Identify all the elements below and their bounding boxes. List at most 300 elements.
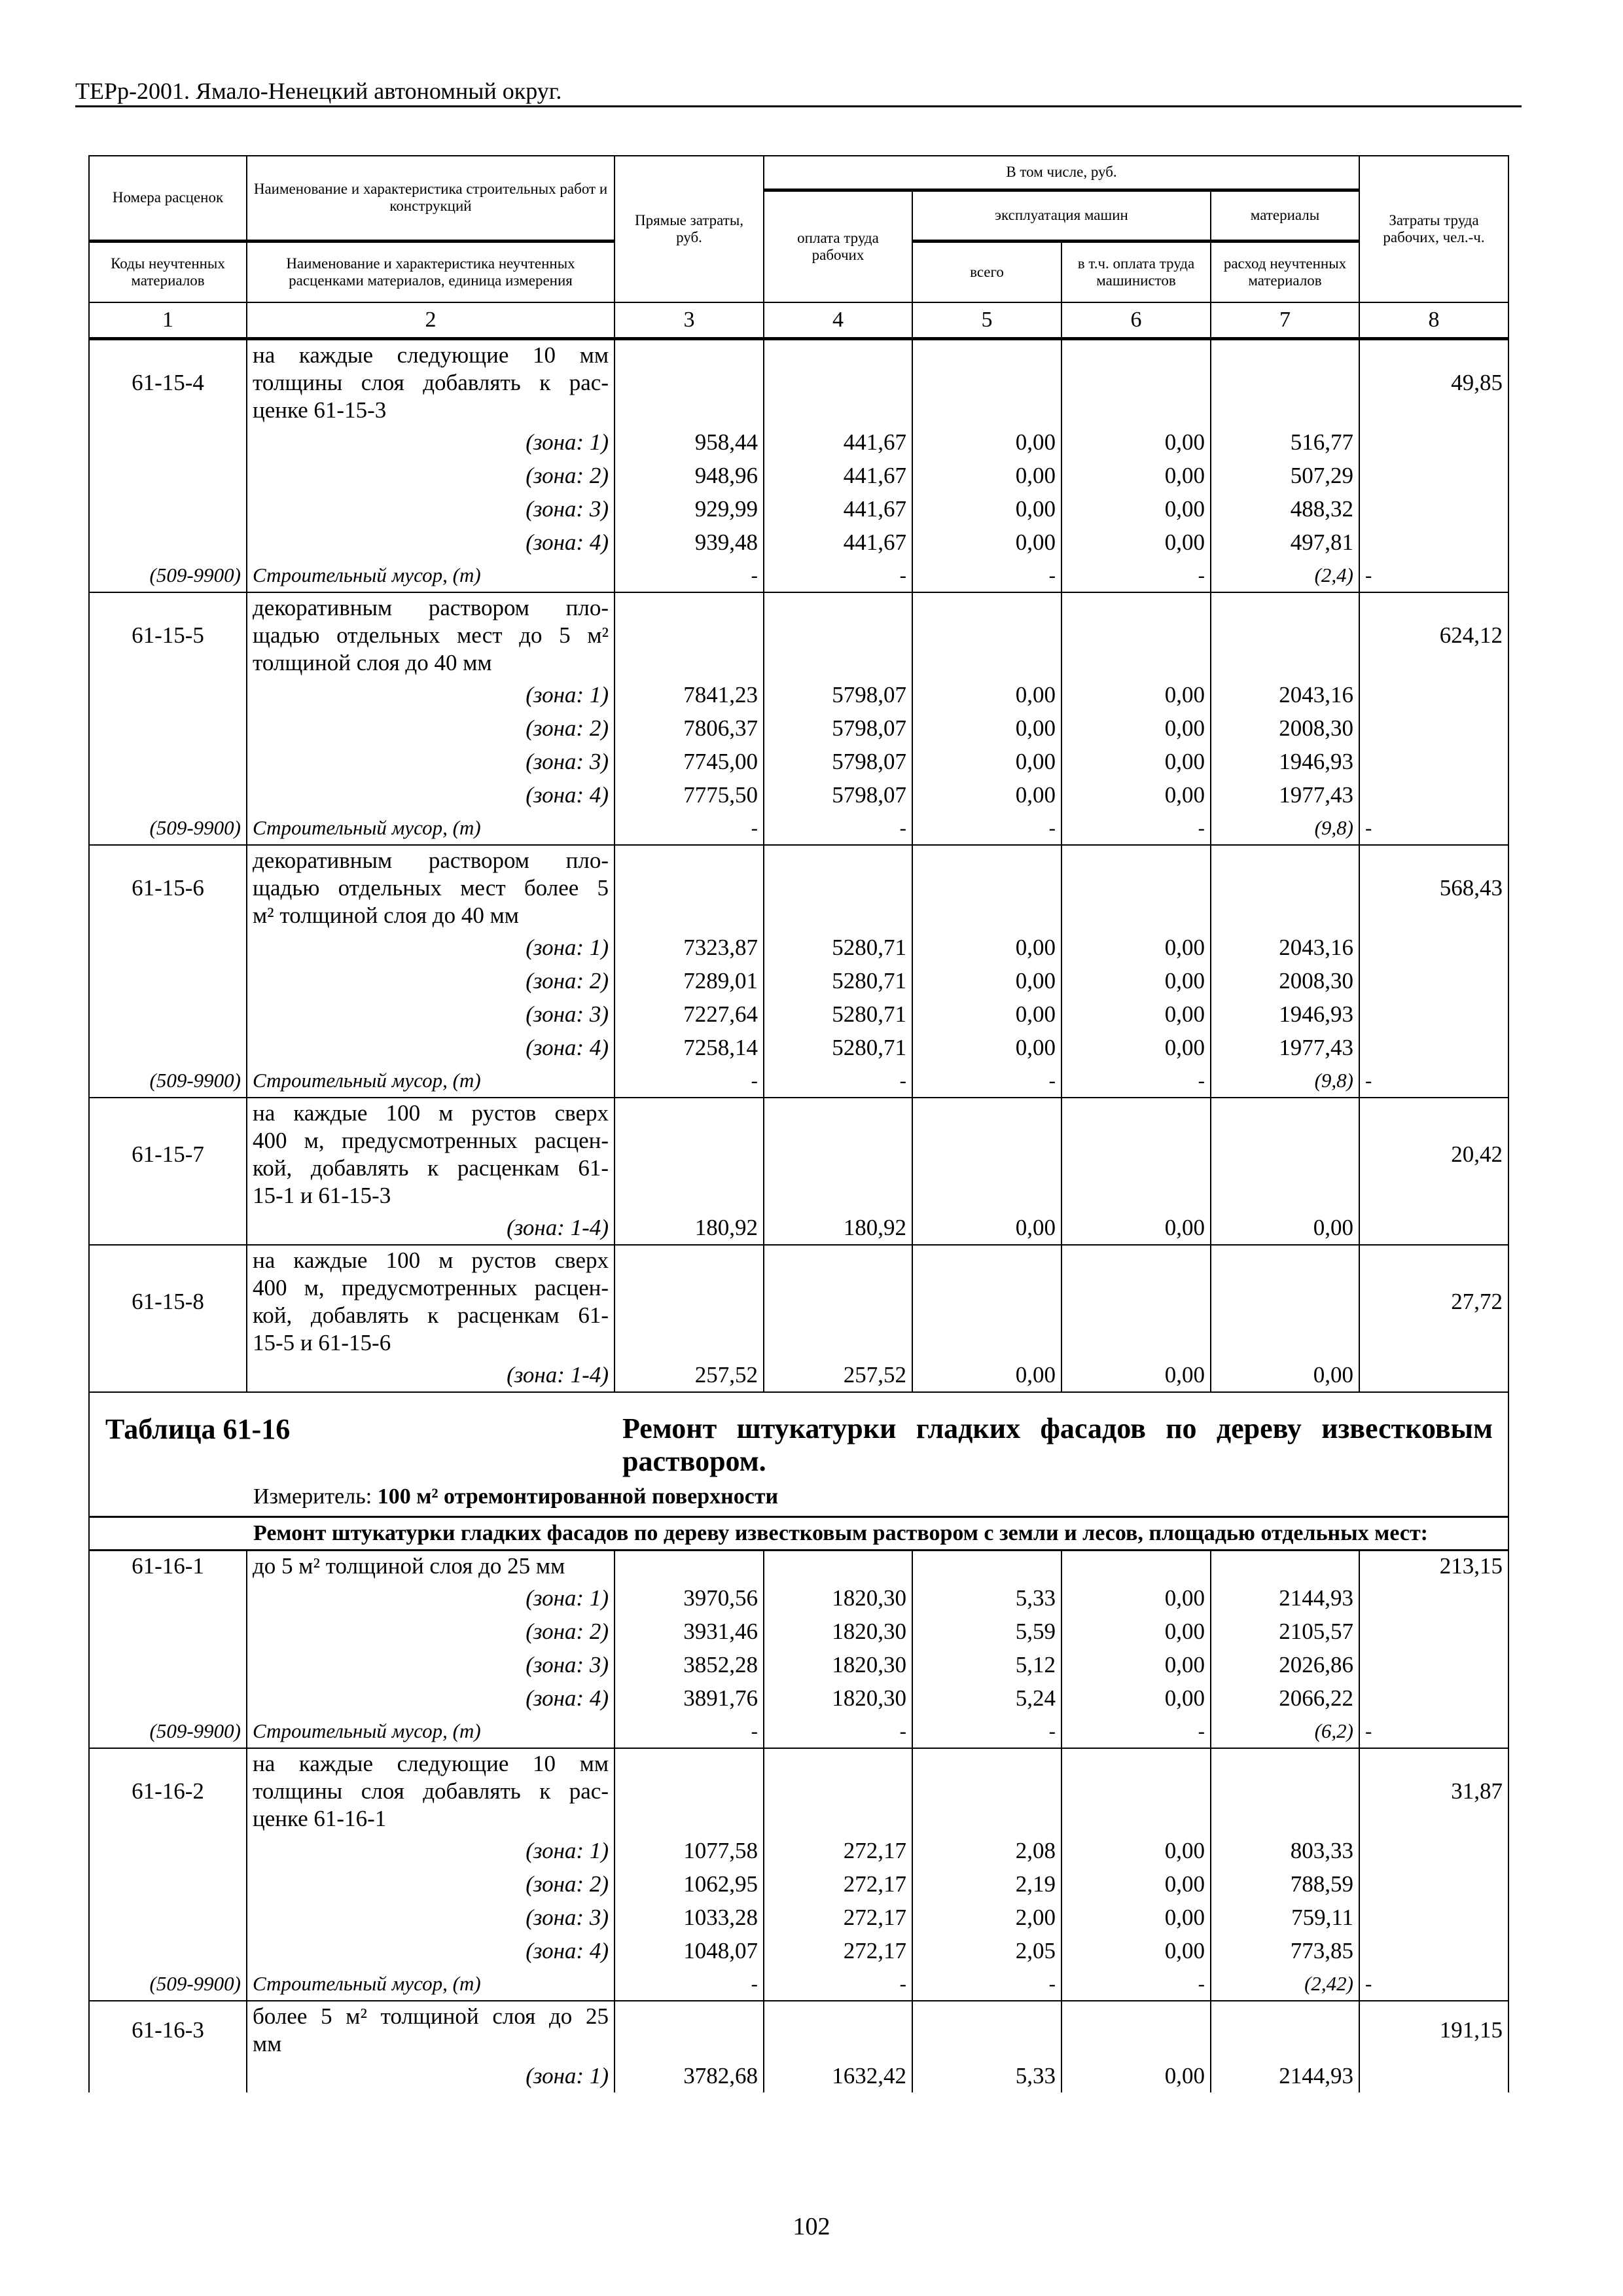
material-name: Строительный мусор, (т) — [247, 812, 615, 845]
operator-pay: 0,00 — [1061, 964, 1211, 997]
empty-cell — [1211, 1245, 1359, 1358]
materials-cost: 2008,30 — [1211, 964, 1359, 997]
zone-label: (зона: 3) — [247, 745, 615, 778]
machines-total: 5,24 — [912, 1681, 1061, 1715]
description-line: 15-1 и 61-15-3 — [253, 1183, 391, 1208]
zone-label: (зона: 2) — [247, 1867, 615, 1901]
zone-label: (зона: 3) — [247, 492, 615, 526]
empty-cell — [89, 1834, 247, 1867]
empty-cell — [1359, 1581, 1508, 1615]
zone-label: (зона: 2) — [247, 964, 615, 997]
materials-cost: 2144,93 — [1211, 1581, 1359, 1615]
direct-costs: 7258,14 — [615, 1031, 764, 1064]
description-line: 400 м, предусмотренных расцен- — [253, 1128, 609, 1153]
empty-cell — [89, 1867, 247, 1901]
empty-cell — [89, 1615, 247, 1648]
dash-cell: - — [764, 1715, 912, 1748]
section-title-row — [89, 1392, 1508, 1517]
empty-cell — [1211, 339, 1359, 426]
zone-row — [89, 1581, 1508, 1615]
empty-cell — [1359, 2059, 1508, 2092]
worker-pay: 272,17 — [764, 1901, 912, 1934]
empty-cell — [89, 1648, 247, 1681]
zone-row — [89, 931, 1508, 964]
description-line: 15-5 и 61-15-6 — [253, 1330, 391, 1355]
empty-cell — [89, 1581, 247, 1615]
operator-pay: 0,00 — [1061, 425, 1211, 459]
table-number: Таблица 61-16 — [105, 1413, 291, 1445]
description-line: более 5 м² толщиной слоя до 25 — [253, 2003, 609, 2029]
zone-row — [89, 425, 1508, 459]
rate-code: 61-16-1 — [89, 1551, 247, 1582]
empty-cell — [764, 1748, 912, 1834]
column-number: 8 — [1359, 302, 1508, 339]
zone-row — [89, 1358, 1508, 1392]
rate-description-row — [89, 2001, 1508, 2059]
machines-total: 5,59 — [912, 1615, 1061, 1648]
zone-row — [89, 459, 1508, 492]
empty-cell — [1359, 964, 1508, 997]
description-line: м² толщиной слоя до 40 мм — [253, 903, 519, 928]
subheading: Ремонт штукатурки гладких фасадов по дереву известковым раствором с земли и лесов, площадью отдельных мест: — [89, 1517, 1508, 1551]
dash-cell: - — [912, 812, 1061, 845]
dash-cell: - — [1061, 812, 1211, 845]
operator-pay: 0,00 — [1061, 931, 1211, 964]
subheading-row — [89, 1517, 1508, 1551]
worker-pay: 1632,42 — [764, 2059, 912, 2092]
empty-cell — [89, 1901, 247, 1934]
machines-total: 0,00 — [912, 997, 1061, 1031]
materials-cost: 2144,93 — [1211, 2059, 1359, 2092]
dash-cell: - — [1359, 1715, 1508, 1748]
direct-costs: 958,44 — [615, 425, 764, 459]
material-quantity: (6,2) — [1211, 1715, 1359, 1748]
materials-cost: 1977,43 — [1211, 1031, 1359, 1064]
labor-hours: 213,15 — [1359, 1551, 1508, 1582]
description-line: щадью отдельных мест более 5 — [253, 875, 609, 901]
section-title: Ремонт штукатурки гладких фасадов по дереву известковым раствором. — [622, 1412, 1493, 1477]
operator-pay: 0,00 — [1061, 1615, 1211, 1648]
operator-pay: 0,00 — [1061, 1867, 1211, 1901]
materials-cost: 2066,22 — [1211, 1681, 1359, 1715]
description-line: мм — [253, 2031, 282, 2056]
header-direct-costs: Прямые затраты, руб. — [615, 156, 764, 302]
zone-row — [89, 997, 1508, 1031]
header-material-names: Наименование и характеристика неучтенных расценками материалов, единица измерения — [247, 241, 615, 302]
rate-description — [247, 1748, 615, 1834]
empty-cell — [764, 2001, 912, 2059]
worker-pay: 1820,30 — [764, 1648, 912, 1681]
empty-cell — [1061, 845, 1211, 931]
worker-pay: 5280,71 — [764, 997, 912, 1031]
debris-row — [89, 1064, 1508, 1098]
empty-cell — [912, 1551, 1061, 1582]
dash-cell: - — [615, 812, 764, 845]
empty-cell — [1359, 1211, 1508, 1245]
machines-total: 0,00 — [912, 931, 1061, 964]
zone-row — [89, 778, 1508, 812]
header-material-codes: Коды неучтенных материалов — [89, 241, 247, 302]
description-line: 400 м, предусмотренных расцен- — [253, 1275, 609, 1300]
meter-value: 100 м² отремонтированной поверхности — [377, 1484, 779, 1509]
column-number: 1 — [89, 302, 247, 339]
empty-cell — [1359, 931, 1508, 964]
rate-code: 61-15-6 — [89, 845, 247, 931]
materials-cost: 497,81 — [1211, 526, 1359, 559]
materials-cost: 2043,16 — [1211, 931, 1359, 964]
empty-cell — [1359, 1901, 1508, 1934]
direct-costs: 7745,00 — [615, 745, 764, 778]
description-line: декоративным раствором пло- — [253, 848, 609, 873]
empty-cell — [1359, 526, 1508, 559]
column-number: 2 — [247, 302, 615, 339]
direct-costs: 1033,28 — [615, 1901, 764, 1934]
description-line: кой, добавлять к расценкам 61- — [253, 1302, 609, 1328]
header-including: В том числе, руб. — [764, 156, 1359, 190]
zone-label: (зона: 1) — [247, 678, 615, 711]
page-number: 102 — [793, 2213, 830, 2240]
empty-cell — [89, 745, 247, 778]
machines-total: 0,00 — [912, 526, 1061, 559]
zone-row — [89, 1934, 1508, 1967]
zone-label: (зона: 1) — [247, 1834, 615, 1867]
labor-hours: 31,87 — [1359, 1748, 1508, 1834]
empty-cell — [1211, 1551, 1359, 1582]
zone-label: (зона: 4) — [247, 778, 615, 812]
rate-description-row — [89, 339, 1508, 426]
worker-pay: 1820,30 — [764, 1581, 912, 1615]
empty-cell — [1359, 997, 1508, 1031]
dash-cell: - — [615, 1967, 764, 2001]
direct-costs: 3891,76 — [615, 1681, 764, 1715]
empty-cell — [1211, 1098, 1359, 1211]
material-name: Строительный мусор, (т) — [247, 1967, 615, 2001]
empty-cell — [1359, 1867, 1508, 1901]
dash-cell: - — [1061, 559, 1211, 592]
empty-cell — [764, 1098, 912, 1211]
material-code: (509-9900) — [89, 1064, 247, 1098]
rate-code: 61-16-3 — [89, 2001, 247, 2059]
zone-row — [89, 1681, 1508, 1715]
dash-cell: - — [764, 1967, 912, 2001]
empty-cell — [89, 1358, 247, 1392]
empty-cell — [615, 845, 764, 931]
materials-cost: 759,11 — [1211, 1901, 1359, 1934]
empty-cell — [615, 339, 764, 426]
machines-total: 0,00 — [912, 778, 1061, 812]
rate-description-row — [89, 1245, 1508, 1358]
empty-cell — [615, 1098, 764, 1211]
empty-cell — [1211, 592, 1359, 678]
worker-pay: 5798,07 — [764, 678, 912, 711]
zone-row — [89, 526, 1508, 559]
header-operator-pay: в т.ч. оплата труда машинистов — [1061, 241, 1211, 302]
zone-row — [89, 711, 1508, 745]
machines-total: 2,08 — [912, 1834, 1061, 1867]
labor-hours: 20,42 — [1359, 1098, 1508, 1211]
zone-row — [89, 1834, 1508, 1867]
empty-cell — [89, 459, 247, 492]
operator-pay: 0,00 — [1061, 459, 1211, 492]
machines-total: 5,33 — [912, 2059, 1061, 2092]
dash-cell: - — [615, 1715, 764, 1748]
rates-table — [88, 155, 1509, 2092]
worker-pay: 441,67 — [764, 526, 912, 559]
worker-pay: 441,67 — [764, 492, 912, 526]
empty-cell — [615, 2001, 764, 2059]
description-line: на каждые следующие 10 мм — [253, 1751, 609, 1776]
direct-costs: 7841,23 — [615, 678, 764, 711]
dash-cell: - — [764, 1064, 912, 1098]
zone-label: (зона: 1) — [247, 931, 615, 964]
running-header: ТЕРр-2001. Ямало-Ненецкий автономный округ. — [75, 78, 562, 104]
zone-label: (зона: 1-4) — [247, 1358, 615, 1392]
materials-cost: 488,32 — [1211, 492, 1359, 526]
empty-cell — [1359, 1934, 1508, 1967]
machines-total: 0,00 — [912, 1358, 1061, 1392]
direct-costs: 3782,68 — [615, 2059, 764, 2092]
empty-cell — [89, 1211, 247, 1245]
dash-cell: - — [1359, 1967, 1508, 2001]
worker-pay: 5280,71 — [764, 1031, 912, 1064]
materials-cost: 1946,93 — [1211, 745, 1359, 778]
header-machines: эксплуатация машин — [912, 190, 1211, 241]
empty-cell — [1359, 492, 1508, 526]
operator-pay: 0,00 — [1061, 1031, 1211, 1064]
direct-costs: 7323,87 — [615, 931, 764, 964]
description-line: ценке 61-15-3 — [253, 397, 387, 423]
dash-cell: - — [1061, 1715, 1211, 1748]
direct-costs: 939,48 — [615, 526, 764, 559]
worker-pay: 1820,30 — [764, 1681, 912, 1715]
zone-label: (зона: 2) — [247, 459, 615, 492]
dash-cell: - — [1061, 1064, 1211, 1098]
operator-pay: 0,00 — [1061, 778, 1211, 812]
machines-total: 0,00 — [912, 964, 1061, 997]
worker-pay: 272,17 — [764, 1834, 912, 1867]
rate-description — [247, 339, 615, 426]
zone-row — [89, 1901, 1508, 1934]
rate-code: 61-15-8 — [89, 1245, 247, 1358]
rate-description — [247, 1098, 615, 1211]
machines-total: 5,33 — [912, 1581, 1061, 1615]
rate-description — [247, 845, 615, 931]
labor-hours: 568,43 — [1359, 845, 1508, 931]
operator-pay: 0,00 — [1061, 526, 1211, 559]
labor-hours: 49,85 — [1359, 339, 1508, 426]
direct-costs: 948,96 — [615, 459, 764, 492]
zone-label: (зона: 2) — [247, 711, 615, 745]
rate-code: 61-16-2 — [89, 1748, 247, 1834]
empty-cell — [912, 339, 1061, 426]
rate-description-row — [89, 1748, 1508, 1834]
dash-cell: - — [1359, 559, 1508, 592]
operator-pay: 0,00 — [1061, 1648, 1211, 1681]
worker-pay: 441,67 — [764, 459, 912, 492]
labor-hours: 191,15 — [1359, 2001, 1508, 2059]
empty-cell — [89, 425, 247, 459]
zone-label: (зона: 1) — [247, 2059, 615, 2092]
header-labor-costs: Затраты труда рабочих, чел.-ч. — [1359, 156, 1508, 302]
material-quantity: (9,8) — [1211, 812, 1359, 845]
direct-costs: 3931,46 — [615, 1615, 764, 1648]
column-number: 3 — [615, 302, 764, 339]
operator-pay: 0,00 — [1061, 711, 1211, 745]
machines-total: 0,00 — [912, 459, 1061, 492]
rate-description-row — [89, 1551, 1508, 1582]
operator-pay: 0,00 — [1061, 1211, 1211, 1245]
description-line: толщиной слоя до 40 мм — [253, 650, 492, 675]
worker-pay: 1820,30 — [764, 1615, 912, 1648]
empty-cell — [89, 997, 247, 1031]
empty-cell — [1359, 425, 1508, 459]
description-line: щадью отдельных мест до 5 м² — [253, 622, 609, 648]
description-line: на каждые следующие 10 мм — [253, 342, 609, 368]
direct-costs: 3970,56 — [615, 1581, 764, 1615]
empty-cell — [1061, 592, 1211, 678]
worker-pay: 441,67 — [764, 425, 912, 459]
zone-row — [89, 1648, 1508, 1681]
worker-pay: 5280,71 — [764, 931, 912, 964]
dash-cell: - — [615, 1064, 764, 1098]
zone-label: (зона: 1) — [247, 425, 615, 459]
empty-cell — [1359, 778, 1508, 812]
direct-costs: 7775,50 — [615, 778, 764, 812]
column-number: 5 — [912, 302, 1061, 339]
zone-row — [89, 2059, 1508, 2092]
description-line: толщины слоя добавлять к рас- — [253, 1778, 609, 1804]
empty-cell — [1359, 711, 1508, 745]
empty-cell — [1211, 2001, 1359, 2059]
materials-cost: 507,29 — [1211, 459, 1359, 492]
direct-costs: 7806,37 — [615, 711, 764, 745]
zone-row — [89, 1867, 1508, 1901]
description-line: на каждые 100 м рустов сверх — [253, 1247, 609, 1273]
zone-row — [89, 745, 1508, 778]
description-line: на каждые 100 м рустов сверх — [253, 1100, 609, 1126]
debris-row — [89, 812, 1508, 845]
materials-cost: 1946,93 — [1211, 997, 1359, 1031]
materials-cost: 803,33 — [1211, 1834, 1359, 1867]
description-line: толщины слоя добавлять к рас- — [253, 370, 609, 395]
header-machines-total: всего — [912, 241, 1061, 302]
machines-total: 2,05 — [912, 1934, 1061, 1967]
material-quantity: (9,8) — [1211, 1064, 1359, 1098]
materials-cost: 773,85 — [1211, 1934, 1359, 1967]
empty-cell — [764, 845, 912, 931]
labor-hours: 624,12 — [1359, 592, 1508, 678]
debris-row — [89, 559, 1508, 592]
empty-cell — [912, 2001, 1061, 2059]
rate-description-row — [89, 592, 1508, 678]
empty-cell — [89, 1031, 247, 1064]
worker-pay: 272,17 — [764, 1934, 912, 1967]
rate-description-row — [89, 845, 1508, 931]
operator-pay: 0,00 — [1061, 1934, 1211, 1967]
materials-cost: 1977,43 — [1211, 778, 1359, 812]
material-name: Строительный мусор, (т) — [247, 1715, 615, 1748]
operator-pay: 0,00 — [1061, 997, 1211, 1031]
empty-cell — [89, 2059, 247, 2092]
header-work-name: Наименование и характеристика строительных работ и конструкций — [247, 156, 615, 241]
dash-cell: - — [912, 1715, 1061, 1748]
operator-pay: 0,00 — [1061, 1358, 1211, 1392]
empty-cell — [1359, 459, 1508, 492]
column-number: 6 — [1061, 302, 1211, 339]
material-quantity: (2,4) — [1211, 559, 1359, 592]
rate-code: 61-15-5 — [89, 592, 247, 678]
empty-cell — [1359, 1648, 1508, 1681]
material-code: (509-9900) — [89, 812, 247, 845]
direct-costs: 7289,01 — [615, 964, 764, 997]
empty-cell — [912, 1245, 1061, 1358]
dash-cell: - — [764, 812, 912, 845]
column-number: 4 — [764, 302, 912, 339]
material-name: Строительный мусор, (т) — [247, 1064, 615, 1098]
machines-total: 0,00 — [912, 492, 1061, 526]
materials-cost: 788,59 — [1211, 1867, 1359, 1901]
column-numbers-row — [89, 302, 1508, 339]
empty-cell — [1359, 1615, 1508, 1648]
empty-cell — [1211, 1748, 1359, 1834]
operator-pay: 0,00 — [1061, 678, 1211, 711]
dash-cell: - — [912, 1967, 1061, 2001]
section-title-cell — [89, 1392, 1508, 1517]
empty-cell — [764, 339, 912, 426]
empty-cell — [89, 778, 247, 812]
empty-cell — [89, 711, 247, 745]
direct-costs: 1062,95 — [615, 1867, 764, 1901]
worker-pay: 272,17 — [764, 1867, 912, 1901]
empty-cell — [1061, 2001, 1211, 2059]
machines-total: 2,19 — [912, 1867, 1061, 1901]
zone-label: (зона: 3) — [247, 997, 615, 1031]
direct-costs: 1077,58 — [615, 1834, 764, 1867]
empty-cell — [615, 1551, 764, 1582]
material-code: (509-9900) — [89, 559, 247, 592]
description-line: до 5 м² толщиной слоя до 25 мм — [253, 1553, 565, 1579]
machines-total: 0,00 — [912, 745, 1061, 778]
rate-code: 61-15-7 — [89, 1098, 247, 1211]
material-code: (509-9900) — [89, 1715, 247, 1748]
materials-cost: 2008,30 — [1211, 711, 1359, 745]
rate-description — [247, 592, 615, 678]
empty-cell — [615, 1245, 764, 1358]
operator-pay: 0,00 — [1061, 745, 1211, 778]
material-quantity: (2,42) — [1211, 1967, 1359, 2001]
empty-cell — [1061, 339, 1211, 426]
machines-total: 0,00 — [912, 678, 1061, 711]
zone-label: (зона: 4) — [247, 1681, 615, 1715]
machines-total: 2,00 — [912, 1901, 1061, 1934]
empty-cell — [615, 592, 764, 678]
direct-costs: 3852,28 — [615, 1648, 764, 1681]
rate-description-row — [89, 1098, 1508, 1211]
dash-cell: - — [764, 559, 912, 592]
dash-cell: - — [1359, 812, 1508, 845]
zone-row — [89, 1031, 1508, 1064]
column-number: 7 — [1211, 302, 1359, 339]
empty-cell — [1359, 1834, 1508, 1867]
zone-label: (зона: 2) — [247, 1615, 615, 1648]
worker-pay: 5280,71 — [764, 964, 912, 997]
debris-row — [89, 1715, 1508, 1748]
worker-pay: 5798,07 — [764, 778, 912, 812]
operator-pay: 0,00 — [1061, 1834, 1211, 1867]
empty-cell — [764, 1245, 912, 1358]
header-rate-numbers: Номера расценок — [89, 156, 247, 241]
operator-pay: 0,00 — [1061, 1681, 1211, 1715]
